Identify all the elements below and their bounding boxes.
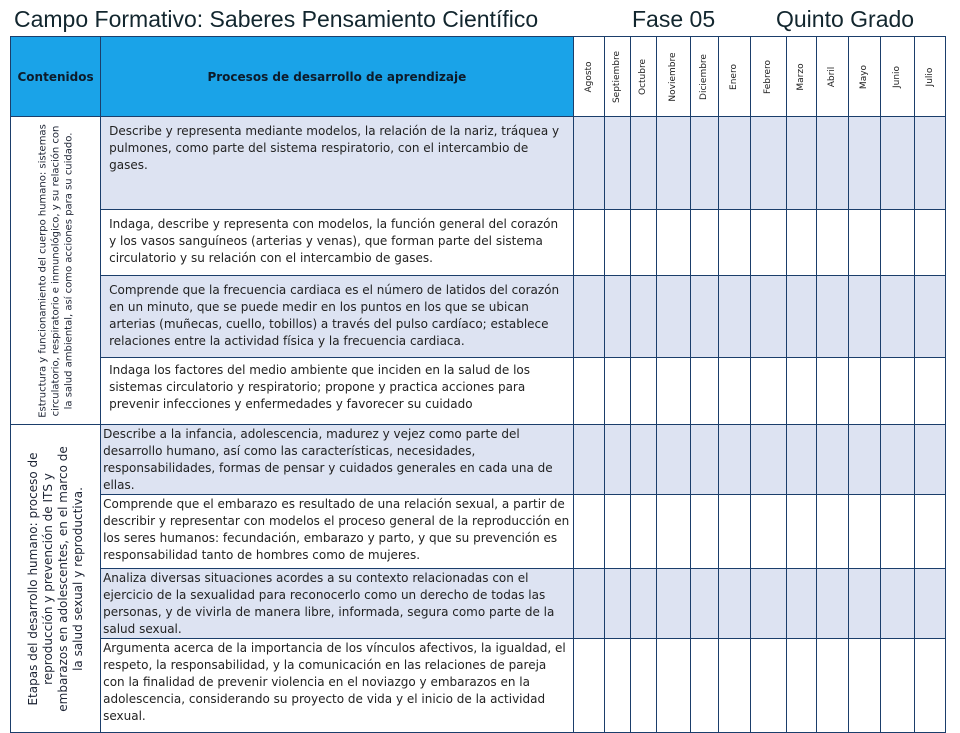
- table-row: [11, 117, 946, 210]
- month-check-cell: [656, 425, 690, 495]
- month-check-cell: [656, 495, 690, 569]
- month-check-cell: [786, 210, 816, 276]
- month-check-cell: [880, 358, 914, 425]
- month-check-cell: [604, 425, 630, 495]
- month-check-cell: [630, 425, 656, 495]
- process-cell: Describe y representa mediante modelos, la relación de la nariz, tráquea y pulmones, como parte del sistema respiratorio, con el intercambio de gases.: [101, 117, 574, 210]
- month-check-cell: [848, 358, 880, 425]
- month-header: Noviembre: [656, 37, 690, 117]
- month-check-cell: [690, 569, 718, 639]
- month-check-cell: [786, 117, 816, 210]
- topic-label: Etapas del desarrollo humano: proceso de reproducción y prevención de ITS y embarazos en adolescentes, en el marco de la salud sexual y reproductiva.: [25, 445, 85, 712]
- month-header: Marzo: [786, 37, 816, 117]
- month-check-cell: [880, 495, 914, 569]
- month-check-cell: [816, 358, 848, 425]
- process-cell: Analiza diversas situaciones acordes a su contexto relacionadas con el ejercicio de la sexualidad para reconocerlo como un derecho de todas las personas, y de vivirla de manera libre, informada, segura como parte de la salud sexual.: [101, 569, 574, 639]
- month-check-cell: [786, 495, 816, 569]
- month-check-cell: [914, 210, 945, 276]
- month-check-cell: [630, 639, 656, 733]
- month-check-cell: [914, 639, 945, 733]
- month-check-cell: [816, 117, 848, 210]
- month-check-cell: [718, 276, 750, 358]
- month-check-cell: [750, 117, 786, 210]
- month-check-cell: [750, 639, 786, 733]
- month-header: Diciembre: [690, 37, 718, 117]
- table-row: [11, 425, 946, 495]
- grade-label: Quinto Grado: [776, 6, 915, 32]
- month-check-cell: [690, 210, 718, 276]
- month-check-cell: [630, 358, 656, 425]
- month-check-cell: [816, 639, 848, 733]
- month-check-cell: [656, 639, 690, 733]
- month-check-cell: [656, 569, 690, 639]
- month-header: Abril: [816, 37, 848, 117]
- month-check-cell: [914, 358, 945, 425]
- topic-cell: [11, 425, 101, 733]
- month-check-cell: [880, 639, 914, 733]
- month-check-cell: [573, 425, 604, 495]
- month-header: Mayo: [848, 37, 880, 117]
- table-row: [11, 495, 946, 569]
- month-check-cell: [604, 117, 630, 210]
- month-check-cell: [690, 117, 718, 210]
- month-check-cell: [573, 358, 604, 425]
- month-check-cell: [630, 276, 656, 358]
- month-check-cell: [573, 210, 604, 276]
- month-check-cell: [914, 425, 945, 495]
- month-header: Junio: [880, 37, 914, 117]
- month-header: Enero: [718, 37, 750, 117]
- process-cell: Argumenta acerca de la importancia de los vínculos afectivos, la igualdad, el respeto, la responsabilidad, y la comunicación en las relaciones de pareja con la finalidad de prevenir violencia en el noviazgo y embarazos en la adolescencia, considerando su proyecto de vida y el inicio de la actividad sexual.: [101, 639, 574, 733]
- month-check-cell: [573, 569, 604, 639]
- month-check-cell: [750, 358, 786, 425]
- table-row: [11, 569, 946, 639]
- month-header: Julio: [914, 37, 945, 117]
- planning-table: [10, 36, 946, 733]
- month-check-cell: [630, 210, 656, 276]
- month-check-cell: [573, 639, 604, 733]
- month-header: Octubre: [630, 37, 656, 117]
- month-check-cell: [816, 425, 848, 495]
- month-check-cell: [750, 569, 786, 639]
- process-cell: Comprende que el embarazo es resultado de una relación sexual, a partir de describir y representar con modelos el proceso general de la reproducción en los seres humanos: fecundación, embarazo y parto, y que su prevención es responsabilidad tanto de hombres como de mujeres.: [101, 495, 574, 569]
- month-check-cell: [573, 276, 604, 358]
- month-check-cell: [604, 569, 630, 639]
- month-check-cell: [848, 425, 880, 495]
- month-check-cell: [604, 210, 630, 276]
- table-row: [11, 210, 946, 276]
- month-check-cell: [880, 117, 914, 210]
- month-check-cell: [604, 358, 630, 425]
- table-row: [11, 358, 946, 425]
- month-check-cell: [914, 495, 945, 569]
- month-check-cell: [718, 495, 750, 569]
- month-check-cell: [786, 358, 816, 425]
- month-check-cell: [604, 276, 630, 358]
- month-check-cell: [690, 276, 718, 358]
- month-check-cell: [718, 425, 750, 495]
- month-check-cell: [750, 425, 786, 495]
- month-check-cell: [848, 210, 880, 276]
- month-check-cell: [914, 569, 945, 639]
- month-check-cell: [718, 569, 750, 639]
- month-check-cell: [848, 639, 880, 733]
- month-check-cell: [690, 358, 718, 425]
- month-header: Septiembre: [604, 37, 630, 117]
- month-check-cell: [848, 495, 880, 569]
- month-check-cell: [718, 639, 750, 733]
- month-header: Febrero: [750, 37, 786, 117]
- month-check-cell: [690, 495, 718, 569]
- page-title: Campo Formativo: Saberes Pensamiento Científico: [14, 6, 539, 32]
- month-check-cell: [630, 569, 656, 639]
- topic-label: Estructura y funcionamiento del cuerpo humano: sistemas circulatorio, respiratorio e inmunológico, y su relación con la salud ambiental, así como acciones para su cuidado.: [37, 123, 75, 418]
- month-check-cell: [848, 117, 880, 210]
- month-check-cell: [880, 210, 914, 276]
- month-check-cell: [880, 425, 914, 495]
- month-check-cell: [656, 358, 690, 425]
- month-check-cell: [630, 495, 656, 569]
- month-check-cell: [656, 276, 690, 358]
- month-check-cell: [786, 425, 816, 495]
- month-check-cell: [848, 569, 880, 639]
- month-check-cell: [816, 495, 848, 569]
- month-check-cell: [880, 569, 914, 639]
- month-check-cell: [573, 495, 604, 569]
- month-check-cell: [718, 358, 750, 425]
- month-check-cell: [880, 276, 914, 358]
- month-check-cell: [786, 276, 816, 358]
- topic-cell: [11, 117, 101, 425]
- process-cell: Describe a la infancia, adolescencia, madurez y vejez como parte del desarrollo humano, así como las características, necesidades, responsabilidades, formas de pensar y cuidados generales en cada una de ellas.: [101, 425, 574, 495]
- month-check-cell: [750, 276, 786, 358]
- process-cell: Indaga, describe y representa con modelos, la función general del corazón y los vasos sanguíneos (arterias y venas), que forman parte del sistema circulatorio y su relación con el intercambio de gases.: [101, 210, 574, 276]
- process-cell: Indaga los factores del medio ambiente que inciden en la salud de los sistemas circulatorio y respiratorio; propone y practica acciones para prevenir infecciones y enfermedades y favorecer su cuidado: [101, 358, 574, 425]
- month-check-cell: [816, 569, 848, 639]
- table-header-row: [11, 37, 946, 117]
- month-check-cell: [786, 569, 816, 639]
- processes-column-header: Procesos de desarrollo de aprendizaje: [101, 37, 574, 117]
- month-check-cell: [718, 117, 750, 210]
- month-check-cell: [718, 210, 750, 276]
- month-header: Agosto: [573, 37, 604, 117]
- table-row: [11, 276, 946, 358]
- month-check-cell: [816, 210, 848, 276]
- month-check-cell: [786, 639, 816, 733]
- phase-label: Fase 05: [632, 6, 716, 32]
- month-check-cell: [604, 639, 630, 733]
- process-cell: Comprende que la frecuencia cardiaca es el número de latidos del corazón en un minuto, que se puede medir en los puntos en los que se ubican arterias (muñecas, cuello, tobillos) a través del pulso cardíaco; establece relaciones entre la actividad física y la frecuencia cardiaca.: [101, 276, 574, 358]
- contents-column-header: Contenidos: [11, 37, 101, 117]
- month-check-cell: [690, 639, 718, 733]
- month-check-cell: [656, 117, 690, 210]
- month-check-cell: [604, 495, 630, 569]
- month-check-cell: [914, 276, 945, 358]
- month-check-cell: [573, 117, 604, 210]
- month-check-cell: [816, 276, 848, 358]
- month-check-cell: [656, 210, 690, 276]
- month-check-cell: [750, 495, 786, 569]
- month-check-cell: [848, 276, 880, 358]
- month-check-cell: [914, 117, 945, 210]
- month-check-cell: [750, 210, 786, 276]
- month-check-cell: [630, 117, 656, 210]
- table-row: [11, 639, 946, 733]
- month-check-cell: [690, 425, 718, 495]
